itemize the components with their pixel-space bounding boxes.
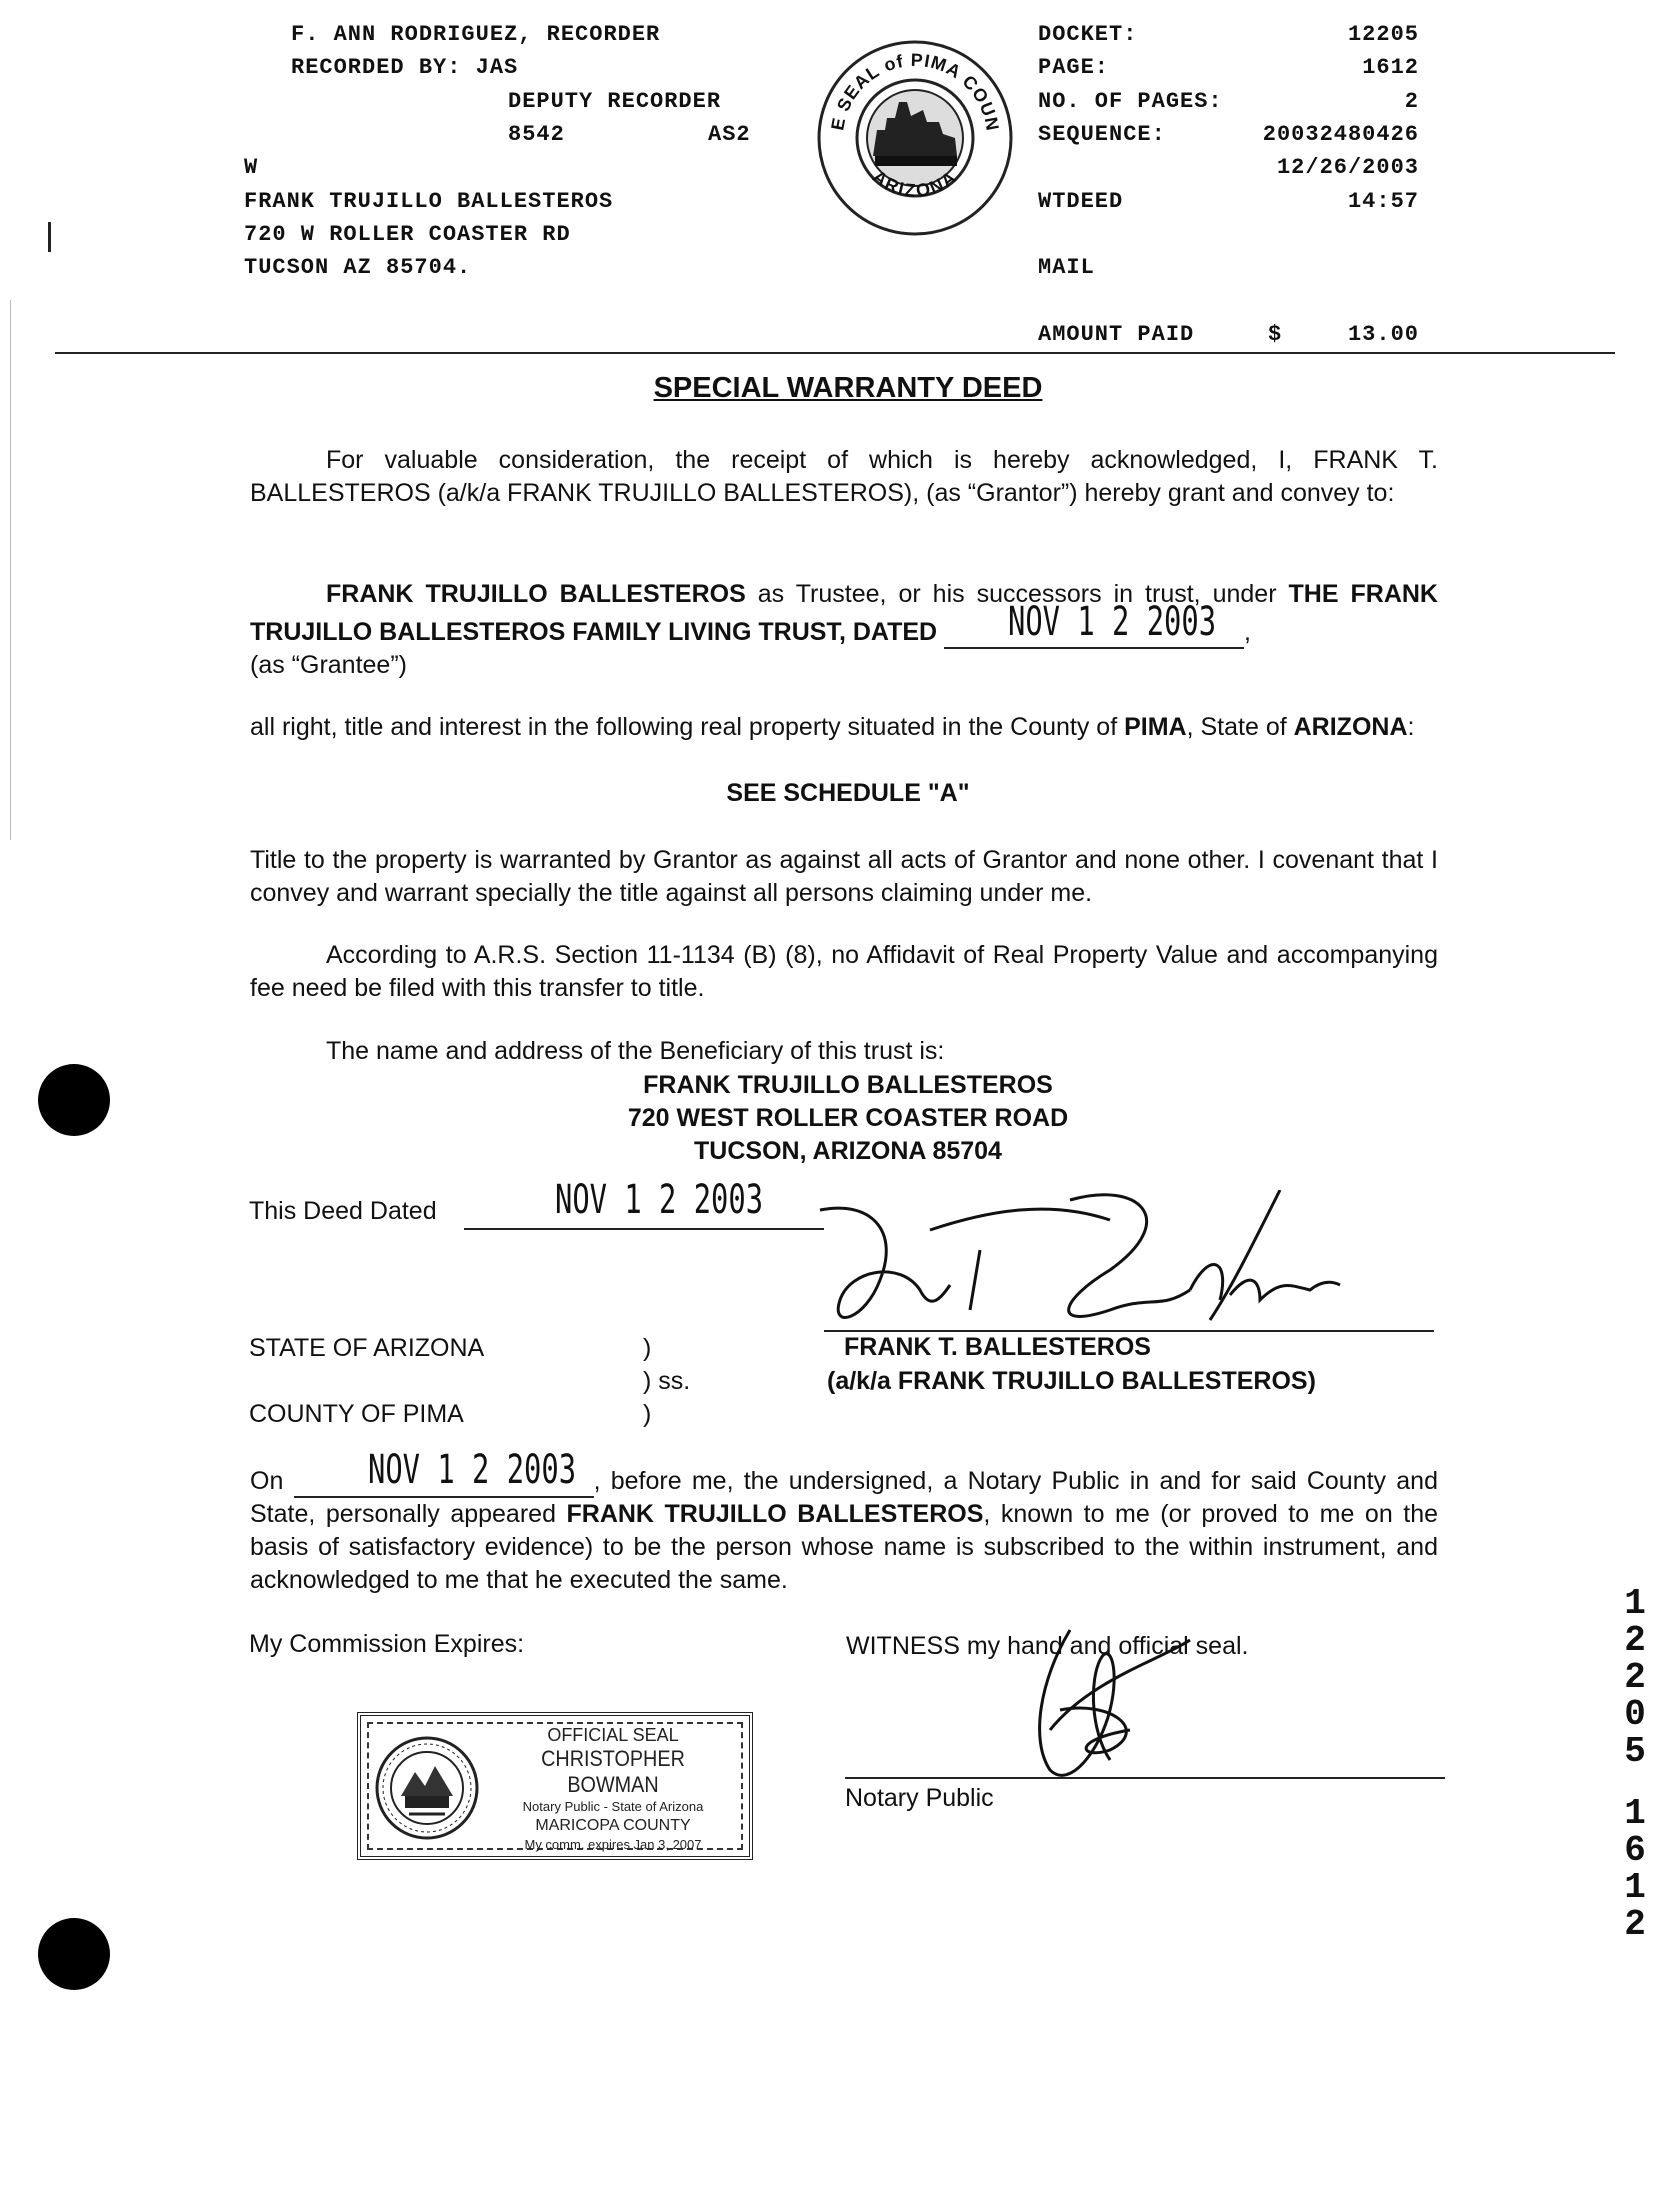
ack-text-2: , known to me (or proved to me on the basis of satisfactory evidence) to be the person whose name is subscribed to the within instrument, and acknowledged to me that he executed the same. [250,1500,1439,1594]
grantor-signature [810,1190,1350,1340]
side-page-digit: 6 [1624,1830,1646,1871]
header-divider [55,352,1615,354]
venue-paren-2: ) [643,1400,652,1428]
seal-top-text: E SEAL of PIMA COUN [827,49,1003,133]
side-docket-digit: 5 [1624,1731,1646,1772]
notary-signature-line [845,1777,1445,1779]
recorded-by: RECORDED BY: JAS [291,55,519,80]
side-page-digit: 2 [1624,1904,1646,1945]
notary-seal-line-4: MARICOPA COUNTY [535,1817,691,1834]
notary-seal [357,1712,753,1860]
margin-rule [10,300,11,840]
arizona-seal-emblem [375,1736,479,1840]
notary-seal-line-3: Notary Public - State of Arizona [522,1799,704,1814]
side-docket-digit: 2 [1624,1657,1646,1698]
docket-value: 12205 [1347,22,1419,47]
witness-statement: WITNESS my hand and official seal. [846,1632,1249,1660]
beneficiary-street: 720 WEST ROLLER COASTER ROAD [627,1104,1069,1132]
acknowledgment-paragraph [250,1447,1439,1597]
recorder-code-2: AS2 [708,122,751,147]
deputy-recorder: DEPUTY RECORDER [508,89,722,114]
notary-seal-line-1: OFFICIAL SEAL [547,1725,679,1745]
deed-dated-label: This Deed Dated [249,1197,437,1225]
schedule-reference: SEE SCHEDULE "A" [726,779,970,807]
side-page-digit: 1 [1624,1867,1646,1908]
docket-label: DOCKET: [1038,22,1138,47]
as-grantee: (as “Grantee”) [250,651,407,679]
trust-comma: , [1244,618,1251,646]
side-docket-digit: 0 [1624,1694,1646,1735]
punch-hole-lower [38,1918,110,1990]
doc-type: WTDEED [1038,189,1124,214]
addressee-street: 720 W ROLLER COASTER RD [244,222,571,247]
property-state: ARIZONA [1293,713,1408,741]
amount-currency: $ [1268,322,1283,347]
amount-value: 13.00 [1347,322,1419,347]
signature-line [824,1330,1434,1332]
venue-ss: ) ss. [643,1367,691,1395]
side-page-stamp [1620,1795,1650,1943]
property-county: PIMA [1124,713,1187,741]
grantee-paragraph [250,578,1438,682]
page-label: PAGE: [1038,55,1110,80]
grant-paragraph [250,444,1438,510]
amount-label: AMOUNT PAID [1038,322,1195,347]
side-docket-stamp [1620,1585,1650,1770]
signer-name: FRANK T. BALLESTEROS [844,1333,1151,1361]
notary-signature [1010,1620,1210,1790]
page-value: 1612 [1362,55,1419,80]
beneficiary-name: FRANK TRUJILLO BALLESTEROS [643,1071,1053,1099]
side-docket-digit: 1 [1624,1583,1646,1624]
county-seal [815,38,1015,238]
ars-paragraph: According to A.R.S. Section 11-1134 (B) (8), no Affidavit of Real Property Value and accompanying fee need be filed with this transfer to title. [250,941,1438,1002]
ack-name: FRANK TRUJILLO BALLESTEROS [566,1500,984,1528]
beneficiary-city: TUCSON, ARIZONA 85704 [694,1137,1002,1165]
notary-seal-line-2: CHRISTOPHER BOWMAN [541,1746,685,1797]
ack-date: NOV 1 2 2003 [367,1447,576,1493]
commission-expires: My Commission Expires: [249,1630,525,1658]
venue-paren-1: ) [643,1334,652,1362]
pages-value: 2 [1404,89,1419,114]
deed-date-line [464,1228,824,1230]
venue-state: STATE OF ARIZONA [249,1334,485,1362]
property-paragraph [250,711,1438,744]
property-text: all right, title and interest in the following real property situated in the County of [250,713,1125,741]
addressee-name: FRANK TRUJILLO BALLESTEROS [244,189,614,214]
grantee-the: THE [1288,580,1339,608]
recorder-code-1: 8542 [508,122,565,147]
pages-label: NO. OF PAGES: [1038,89,1223,114]
margin-mark [48,222,51,252]
ack-text: , before me, the undersigned, a Notary Public in and for said County and State, personally appeared [250,1467,1438,1528]
ack-on: On [250,1467,284,1495]
notary-label: Notary Public [845,1784,994,1812]
property-text-2: , State of [1186,713,1294,741]
record-time: 14:57 [1347,189,1419,214]
grantee-text: as Trustee, or his successors in trust, under [745,580,1289,608]
venue-county: COUNTY OF PIMA [249,1400,464,1428]
trust-date: NOV 1 2 2003 [1008,599,1217,645]
document-title: SPECIAL WARRANTY DEED [653,372,1043,404]
record-date: 12/26/2003 [1276,155,1419,180]
sequence-value: 20032480426 [1262,122,1419,147]
side-docket-digit: 2 [1624,1620,1646,1661]
beneficiary-intro: The name and address of the Beneficiary of this trust is: [326,1037,945,1065]
delivery-method: MAIL [1038,255,1095,280]
notary-seal-line-5: My comm. expires Jan 3, 2007 [524,1837,702,1852]
property-colon: : [1407,713,1415,741]
deed-date: NOV 1 2 2003 [555,1177,764,1223]
warranty-paragraph: Title to the property is warranted by Grantor as against all acts of Grantor and none other. I covenant that I convey and warrant specially the title against all persons claiming under me. [250,846,1438,907]
grant-text: For valuable consideration, the receipt of which is hereby acknowledged, I, FRANK T. BALLESTEROS (a/k/a FRANK TRUJILLO BALLESTEROS), (as “Grantor”) hereby grant and convey to: [250,446,1438,507]
punch-hole-upper [38,1064,110,1136]
trust-dated: , DATED [838,618,938,646]
notary-seal-text [481,1724,745,1854]
side-page-digit: 1 [1624,1793,1646,1834]
addressee-city: TUCSON AZ 85704. [244,255,472,280]
sequence-label: SEQUENCE: [1038,122,1166,147]
signer-aka: (a/k/a FRANK TRUJILLO BALLESTEROS) [827,1367,1316,1395]
w-mark: W [244,155,259,180]
grantee-name: FRANK TRUJILLO BALLESTEROS [326,580,746,608]
recorder-name: F. ANN RODRIGUEZ, RECORDER [291,22,661,47]
seal-bottom-text: ARIZONA [868,166,962,201]
trust-name: FRANK TRUJILLO BALLESTEROS FAMILY LIVING TRUST [250,580,1438,646]
